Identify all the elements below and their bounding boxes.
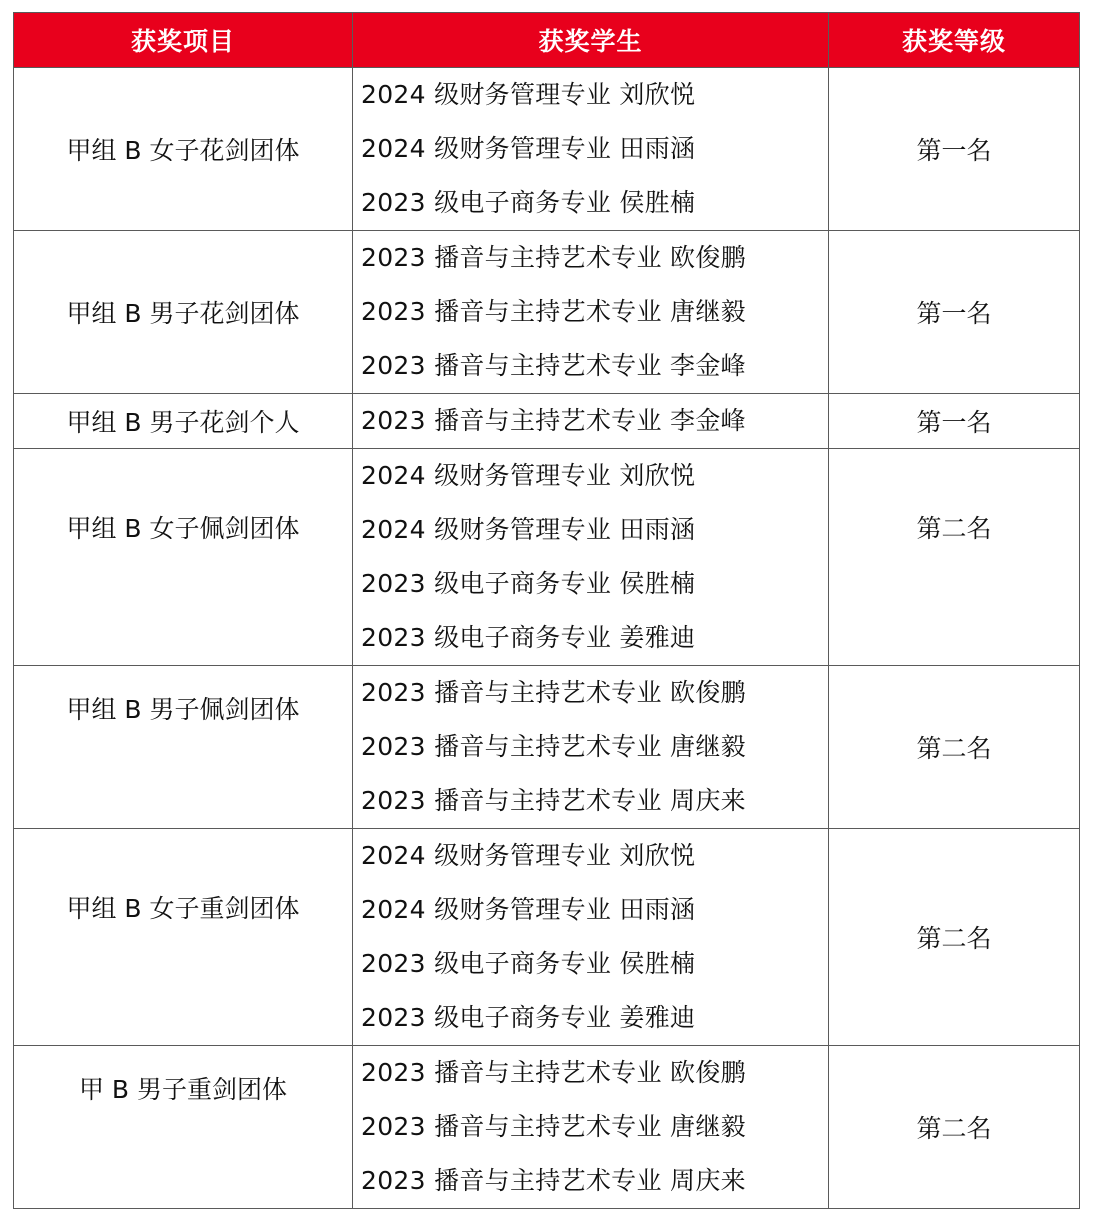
table-header [14, 13, 1080, 68]
students-cell [353, 68, 829, 231]
student-entry: 2024 级财务管理专业 田雨涵 [361, 134, 696, 163]
student-entry: 2023 播音与主持艺术专业 唐继毅 [361, 732, 746, 761]
event-cell [14, 829, 353, 1046]
student-entry: 2023 播音与主持艺术专业 欧俊鹏 [361, 1058, 746, 1087]
header-row [14, 13, 1080, 68]
rank-cell: 第二名 [829, 829, 1080, 1046]
students-cell [353, 1046, 829, 1209]
awards-table [13, 12, 1080, 1209]
table-row [14, 231, 1080, 394]
table-row [14, 829, 1080, 1046]
event-label: 甲 B 男子重剑团体 [78, 1075, 288, 1104]
student-entry: 2023 级电子商务专业 侯胜楠 [361, 569, 696, 598]
event-cell [14, 1046, 353, 1209]
event-label: 甲组 B 女子佩剑团体 [66, 514, 300, 543]
event-cell: 甲组 B 男子花剑团体 [14, 231, 353, 394]
table-row [14, 68, 1080, 231]
student-entry: 2024 级财务管理专业 刘欣悦 [361, 80, 696, 109]
table-row [14, 449, 1080, 666]
header-rank: 获奖等级 [829, 13, 1080, 68]
rank-cell: 第二名 [829, 666, 1080, 829]
students-cell [353, 666, 829, 829]
table-row [14, 1046, 1080, 1209]
event-cell [14, 666, 353, 829]
student-entry: 2023 播音与主持艺术专业 欧俊鹏 [361, 243, 746, 272]
event-label: 甲组 B 女子重剑团体 [66, 894, 300, 923]
students-cell [353, 829, 829, 1046]
event-label: 甲组 B 男子佩剑团体 [66, 695, 300, 724]
students-cell [353, 394, 829, 449]
header-students: 获奖学生 [353, 13, 829, 68]
student-entry: 2023 播音与主持艺术专业 李金峰 [361, 351, 746, 380]
event-cell [14, 449, 353, 666]
student-entry: 2023 播音与主持艺术专业 李金峰 [361, 406, 746, 435]
students-cell [353, 449, 829, 666]
table-row [14, 666, 1080, 829]
event-cell: 甲组 B 男子花剑个人 [14, 394, 353, 449]
rank-cell: 第二名 [829, 1046, 1080, 1209]
student-entry: 2024 级财务管理专业 田雨涵 [361, 515, 696, 544]
student-entry: 2023 播音与主持艺术专业 唐继毅 [361, 297, 746, 326]
students-cell [353, 231, 829, 394]
student-entry: 2023 播音与主持艺术专业 周庆来 [361, 786, 746, 815]
student-entry: 2024 级财务管理专业 刘欣悦 [361, 841, 696, 870]
rank-label: 第二名 [916, 514, 992, 543]
student-entry: 2024 级财务管理专业 刘欣悦 [361, 461, 696, 490]
rank-cell: 第一名 [829, 231, 1080, 394]
event-cell: 甲组 B 女子花剑团体 [14, 68, 353, 231]
student-entry: 2023 播音与主持艺术专业 周庆来 [361, 1166, 746, 1195]
rank-cell [829, 449, 1080, 666]
student-entry: 2023 级电子商务专业 姜雅迪 [361, 623, 696, 652]
header-event: 获奖项目 [14, 13, 353, 68]
table-row [14, 394, 1080, 449]
rank-cell: 第一名 [829, 394, 1080, 449]
student-entry: 2023 级电子商务专业 侯胜楠 [361, 188, 696, 217]
rank-cell: 第一名 [829, 68, 1080, 231]
student-entry: 2023 级电子商务专业 姜雅迪 [361, 1003, 696, 1032]
student-entry: 2023 播音与主持艺术专业 唐继毅 [361, 1112, 746, 1141]
student-entry: 2023 级电子商务专业 侯胜楠 [361, 949, 696, 978]
student-entry: 2024 级财务管理专业 田雨涵 [361, 895, 696, 924]
student-entry: 2023 播音与主持艺术专业 欧俊鹏 [361, 678, 746, 707]
